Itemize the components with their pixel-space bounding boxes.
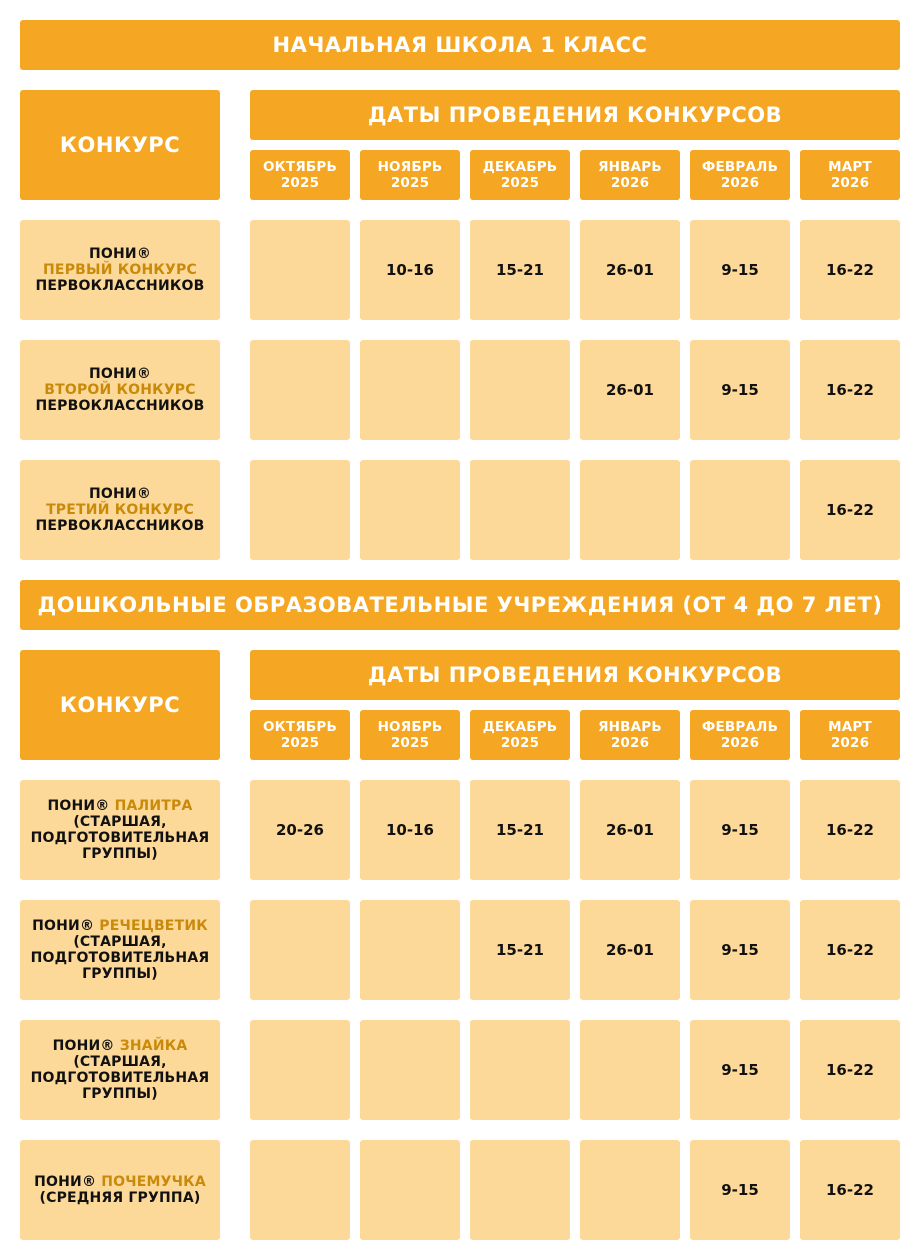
section-title-banner: НАЧАЛЬНАЯ ШКОЛА 1 КЛАСС xyxy=(20,20,900,70)
date-cell xyxy=(360,460,460,560)
date-cell xyxy=(470,460,570,560)
contest-name-cell xyxy=(20,900,220,1000)
dates-header: ДАТЫ ПРОВЕДЕНИЯ КОНКУРСОВ xyxy=(250,90,900,140)
date-cell xyxy=(250,460,350,560)
contest-note: (СТАРШАЯ, ПОДГОТОВИТЕЛЬНАЯ ГРУППЫ) xyxy=(30,814,210,862)
dates-header: ДАТЫ ПРОВЕДЕНИЯ КОНКУРСОВ xyxy=(250,650,900,700)
month-header xyxy=(690,150,790,200)
contest-title: РЕЧЕЦВЕТИК xyxy=(99,918,208,934)
month-year: 2025 xyxy=(390,175,430,191)
date-cell: 26-01 xyxy=(580,900,680,1000)
contest-title: ТРЕТИЙ КОНКУРС xyxy=(46,502,194,518)
month-header xyxy=(250,150,350,200)
contest-name-cell xyxy=(20,460,220,560)
month-year: 2025 xyxy=(500,735,540,751)
contest-column-header: КОНКУРС xyxy=(20,650,220,760)
date-cell: 9-15 xyxy=(690,780,790,880)
month-header xyxy=(690,710,790,760)
contest-brand: ПОНИ® xyxy=(88,246,152,262)
date-cell xyxy=(250,1020,350,1120)
month-name: МАРТ xyxy=(828,719,872,735)
date-cell xyxy=(360,900,460,1000)
contest-note: ПЕРВОКЛАССНИКОВ xyxy=(35,518,205,534)
contest-name-line xyxy=(53,1038,188,1054)
month-name: ОКТЯБРЬ xyxy=(263,719,337,735)
date-cell xyxy=(580,1020,680,1120)
date-cell: 9-15 xyxy=(690,1140,790,1240)
month-name: ОКТЯБРЬ xyxy=(263,159,337,175)
month-year: 2025 xyxy=(390,735,430,751)
contest-title: ПАЛИТРА xyxy=(114,798,193,814)
contest-column-header: КОНКУРС xyxy=(20,90,220,200)
date-cell: 20-26 xyxy=(250,780,350,880)
date-cell: 10-16 xyxy=(360,780,460,880)
contest-name-cell xyxy=(20,1140,220,1240)
month-year: 2026 xyxy=(610,735,650,751)
contest-name-cell xyxy=(20,340,220,440)
date-cell: 9-15 xyxy=(690,220,790,320)
contest-brand: ПОНИ® xyxy=(34,1174,97,1190)
month-name: ФЕВРАЛЬ xyxy=(701,719,779,735)
contest-note: (СТАРШАЯ, ПОДГОТОВИТЕЛЬНАЯ ГРУППЫ) xyxy=(30,1054,210,1102)
month-year: 2025 xyxy=(280,735,320,751)
contest-name-line xyxy=(32,918,208,934)
month-year: 2025 xyxy=(280,175,320,191)
date-cell: 26-01 xyxy=(580,220,680,320)
contest-title: ПЕРВЫЙ КОНКУРС xyxy=(43,262,197,278)
date-cell xyxy=(580,460,680,560)
date-cell xyxy=(250,900,350,1000)
date-cell xyxy=(250,340,350,440)
contest-title: ПОЧЕМУЧКА xyxy=(101,1174,206,1190)
date-cell xyxy=(250,220,350,320)
date-cell: 26-01 xyxy=(580,340,680,440)
contest-brand: ПОНИ® xyxy=(32,918,95,934)
date-cell xyxy=(690,460,790,560)
date-cell: 16-22 xyxy=(800,460,900,560)
date-cell xyxy=(470,1140,570,1240)
contest-title: ВТОРОЙ КОНКУРС xyxy=(44,382,196,398)
date-cell xyxy=(250,1140,350,1240)
month-name: ЯНВАРЬ xyxy=(598,719,662,735)
date-cell: 15-21 xyxy=(470,220,570,320)
section-title-banner: ДОШКОЛЬНЫЕ ОБРАЗОВАТЕЛЬНЫЕ УЧРЕЖДЕНИЯ (ОТ 4 ДО 7 ЛЕТ) xyxy=(20,580,900,630)
month-name: ФЕВРАЛЬ xyxy=(701,159,779,175)
contest-name-line xyxy=(47,798,192,814)
month-header xyxy=(250,710,350,760)
date-cell xyxy=(470,1020,570,1120)
contest-name-cell xyxy=(20,1020,220,1120)
month-name: ДЕКАБРЬ xyxy=(482,719,558,735)
month-header xyxy=(360,710,460,760)
contest-brand: ПОНИ® xyxy=(52,1038,115,1054)
date-cell: 9-15 xyxy=(690,340,790,440)
contest-name-cell xyxy=(20,780,220,880)
date-cell xyxy=(360,1020,460,1120)
date-cell: 16-22 xyxy=(800,1140,900,1240)
date-cell: 9-15 xyxy=(690,900,790,1000)
contest-brand: ПОНИ® xyxy=(88,486,152,502)
date-cell: 26-01 xyxy=(580,780,680,880)
date-cell xyxy=(360,340,460,440)
month-header xyxy=(580,150,680,200)
month-year: 2026 xyxy=(610,175,650,191)
contest-name-line xyxy=(34,1174,206,1190)
month-name: НОЯБРЬ xyxy=(377,159,443,175)
date-cell: 16-22 xyxy=(800,780,900,880)
contest-title: ЗНАЙКА xyxy=(119,1038,188,1054)
date-cell: 16-22 xyxy=(800,900,900,1000)
contest-brand: ПОНИ® xyxy=(88,366,152,382)
date-cell xyxy=(470,340,570,440)
month-name: НОЯБРЬ xyxy=(377,719,443,735)
date-cell: 15-21 xyxy=(470,900,570,1000)
date-cell: 16-22 xyxy=(800,1020,900,1120)
month-header xyxy=(800,710,900,760)
contest-note: ПЕРВОКЛАССНИКОВ xyxy=(35,278,205,294)
date-cell xyxy=(580,1140,680,1240)
month-year: 2026 xyxy=(720,175,760,191)
month-header xyxy=(580,710,680,760)
date-cell: 9-15 xyxy=(690,1020,790,1120)
contest-note: ПЕРВОКЛАССНИКОВ xyxy=(35,398,205,414)
date-cell xyxy=(360,1140,460,1240)
month-name: ЯНВАРЬ xyxy=(598,159,662,175)
month-name: МАРТ xyxy=(828,159,872,175)
month-header xyxy=(800,150,900,200)
contest-note: (СТАРШАЯ, ПОДГОТОВИТЕЛЬНАЯ ГРУППЫ) xyxy=(30,934,210,982)
month-year: 2025 xyxy=(500,175,540,191)
date-cell: 15-21 xyxy=(470,780,570,880)
month-year: 2026 xyxy=(830,735,870,751)
date-cell: 16-22 xyxy=(800,220,900,320)
month-year: 2026 xyxy=(830,175,870,191)
month-header xyxy=(470,710,570,760)
month-name: ДЕКАБРЬ xyxy=(482,159,558,175)
date-cell: 10-16 xyxy=(360,220,460,320)
date-cell: 16-22 xyxy=(800,340,900,440)
month-header xyxy=(470,150,570,200)
month-header xyxy=(360,150,460,200)
contest-name-cell xyxy=(20,220,220,320)
contest-note: (СРЕДНЯЯ ГРУППА) xyxy=(39,1190,201,1206)
month-year: 2026 xyxy=(720,735,760,751)
contest-brand: ПОНИ® xyxy=(47,798,110,814)
